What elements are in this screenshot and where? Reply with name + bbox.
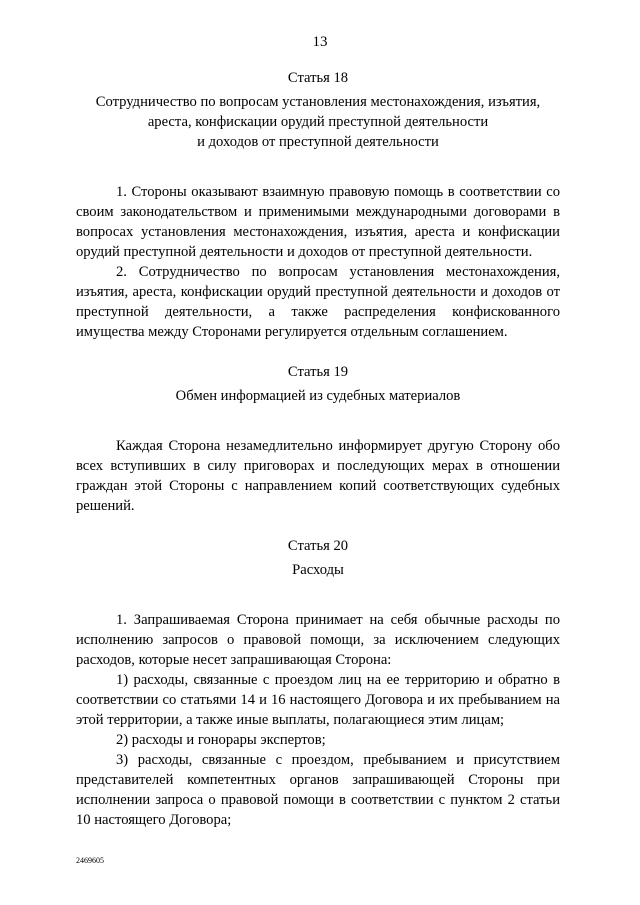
article-heading: Статья 19: [287, 364, 349, 380]
article-18: [76, 68, 560, 342]
article-heading: Статья 20: [287, 538, 349, 554]
article-title: [76, 386, 560, 406]
paragraph: 3) расходы, связанные с проездом, пребыванием и присутствием представителей компетентных органов запрашивающей Стороны при исполнении запроса о правовой помощи в соответствии с пунктом 2 статьи 10 настоящего Договора;: [76, 752, 560, 828]
paragraph: Каждая Сторона незамедлительно информирует другую Сторону обо всех вступивших в силу приговорах и последующих мерах в отношении граждан этой Стороны с направлением копий соответствующих судебных решений.: [76, 438, 560, 514]
article-title: [76, 92, 560, 152]
paragraph: 2) расходы и гонорары экспертов;: [116, 732, 326, 748]
paragraph: 2. Сотрудничество по вопросам установления местонахождения, изъятия, ареста, конфискации орудий преступной деятельности и доходов от преступной деятельности, а также распределения конфискованного имущества между Сторонами регулируется отдельным соглашением.: [76, 264, 560, 340]
article-title-line: и доходов от преступной деятельности: [197, 134, 439, 150]
article-title-line: ареста, конфискации орудий преступной деятельности: [147, 114, 489, 130]
article-title-line: Обмен информацией из судебных материалов: [175, 388, 461, 404]
document-code: 2469605: [76, 856, 104, 865]
article-title: [76, 560, 560, 580]
document-body: [76, 68, 560, 830]
article-title-line: Расходы: [292, 562, 344, 578]
article-title-line: Сотрудничество по вопросам установления местонахождения, изъятия,: [95, 94, 541, 110]
article-heading: Статья 18: [287, 70, 349, 86]
page-number: 13: [312, 34, 328, 50]
article-20: [76, 536, 560, 830]
paragraph: 1. Запрашиваемая Сторона принимает на себя обычные расходы по исполнению запросов о правовой помощи, за исключением следующих расходов, которые несет запрашивающая Сторона:: [76, 612, 560, 668]
article-19: [76, 362, 560, 516]
paragraph: 1. Стороны оказывают взаимную правовую помощь в соответствии со своим законодательством и применимыми международными договорами в вопросах установления местонахождения, изъятия, ареста и конфискации орудий преступной деятельности и доходов от преступной деятельности.: [76, 184, 560, 260]
paragraph: 1) расходы, связанные с проездом лиц на ее территорию и обратно в соответствии со статьями 14 и 16 настоящего Договора и их пребыванием на этой территории, а также иные выплаты, полагающиеся этим лицам;: [76, 672, 560, 728]
